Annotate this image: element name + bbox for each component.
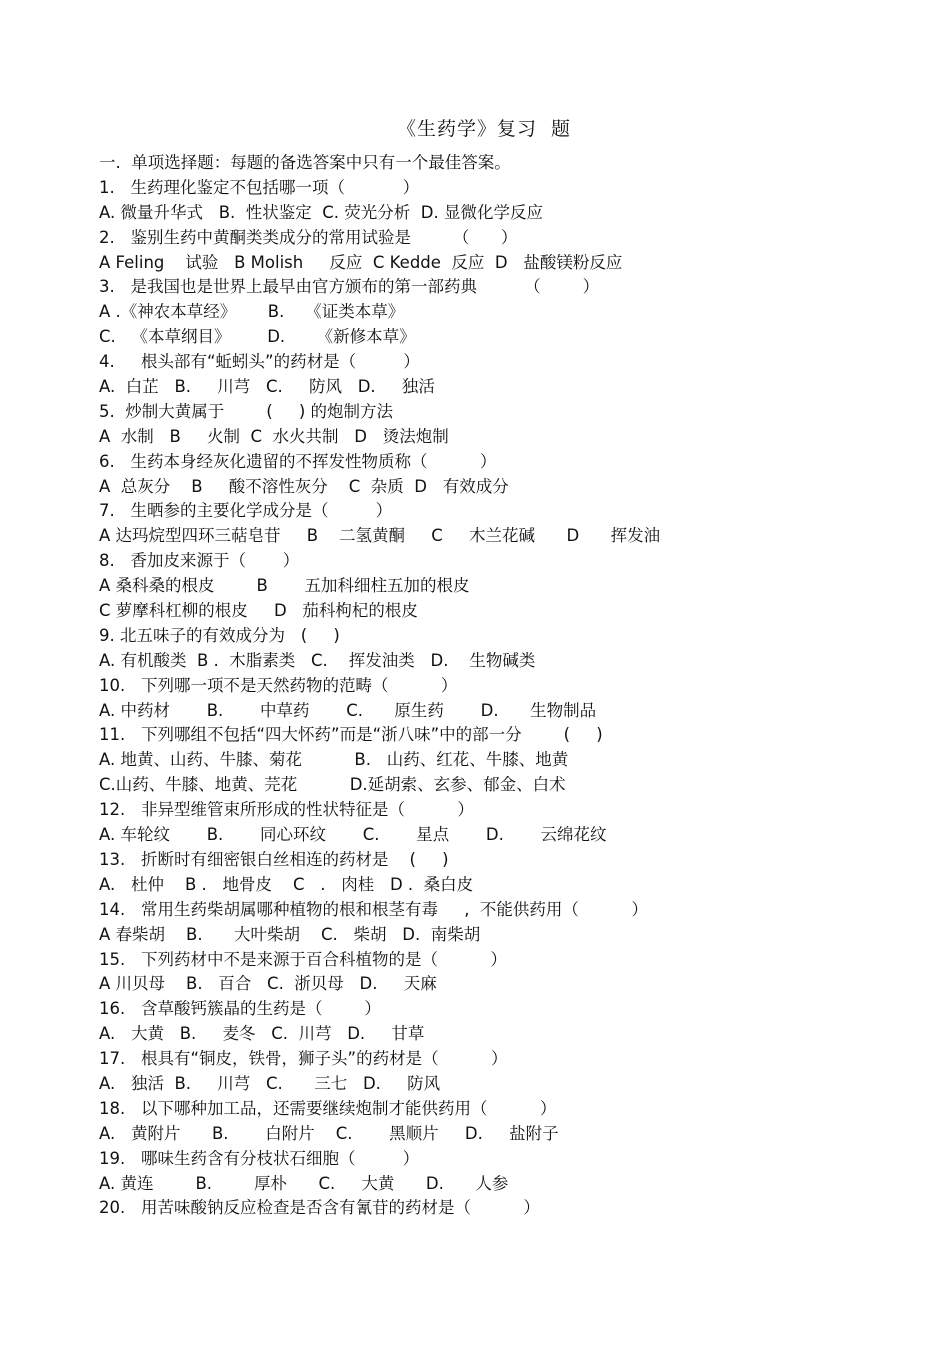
question-3: 3. 是我国也是世界上最早由官方颁布的第一部药典 （ ） (99, 277, 600, 297)
document-title: 《生药学》复习 题 (396, 118, 572, 140)
question-17-options: A. 独活 B. 川芎 C. 三七 D. 防风 (99, 1073, 441, 1093)
question-16-options: A. 大黄 B. 麦冬 C. 川芎 D. 甘草 (99, 1024, 425, 1044)
question-3-options-ab: A .《神农本草经》 B. 《证类本草》 (99, 302, 405, 322)
question-13: 13. 折断时有细密银白丝相连的药材是 ( ) (99, 849, 449, 869)
question-4: 4. 根头部有“蚯蚓头”的药材是（ ） (99, 352, 420, 372)
question-17: 17. 根具有“铜皮，铁骨，狮子头”的药材是（ ） (99, 1049, 508, 1069)
question-5-options: A 水制 B 火制 C 水火共制 D 烫法炮制 (99, 426, 449, 446)
question-9: 9. 北五味子的有效成分为 ( ) (99, 625, 340, 645)
question-8-options-cd: C 萝摩科杠柳的根皮 D 茄科枸杞的根皮 (99, 601, 418, 621)
question-14: 14. 常用生药柴胡属哪种植物的根和根茎有毒 , 不能供药用（ ） (99, 899, 648, 919)
question-20: 20. 用苦味酸钠反应检查是否含有氰苷的药材是（ ） (99, 1198, 540, 1218)
question-12: 12. 非异型维管束所形成的性状特征是（ ） (99, 800, 474, 820)
question-2: 2. 鉴别生药中黄酮类类成分的常用试验是 （ ） (99, 227, 518, 247)
question-8-options-ab: A 桑科桑的根皮 B 五加科细柱五加的根皮 (99, 576, 470, 596)
question-19: 19. 哪味生药含有分枝状石细胞（ ） (99, 1148, 420, 1168)
question-2-options: A Feling 试验 B Molish 反应 C Kedde 反应 D 盐酸镁粉反应 (99, 252, 623, 272)
question-3-options-cd: C. 《本草纲目》 D. 《新修本草》 (99, 327, 416, 347)
question-18: 18. 以下哪种加工品，还需要继续炮制才能供药用（ ） (99, 1098, 557, 1118)
question-12-options: A. 车轮纹 B. 同心环纹 C. 星点 D. 云绵花纹 (99, 825, 607, 845)
question-14-options: A 春柴胡 B. 大叶柴胡 C. 柴胡 D. 南柴胡 (99, 924, 481, 944)
question-15: 15. 下列药材中不是来源于百合科植物的是（ ） (99, 949, 507, 969)
question-1-options: A. 微量升华式 B. 性状鉴定 C. 荧光分析 D. 显微化学反应 (99, 202, 543, 222)
question-11-options-ab: A. 地黄、山药、牛膝、菊花 B. 山药、红花、牛膝、地黄 (99, 750, 569, 770)
question-10: 10. 下列哪一项不是天然药物的范畴（ ） (99, 675, 458, 695)
question-5: 5. 炒制大黄属于 ( ) 的炮制方法 (99, 401, 394, 421)
question-15-options: A 川贝母 B. 百合 C. 浙贝母 D. 天麻 (99, 974, 437, 994)
section-heading: 一. 单项选择题：每题的备选答案中只有一个最佳答案。 (99, 153, 511, 172)
question-1: 1. 生药理化鉴定不包括哪一项（ ） (99, 177, 420, 197)
question-8: 8. 香加皮来源于（ ） (99, 551, 300, 571)
question-6: 6. 生药本身经灰化遗留的不挥发性物质称（ ） (99, 451, 497, 471)
question-19-options: A. 黄连 B. 厚朴 C. 大黄 D. 人参 (99, 1173, 509, 1193)
question-4-options: A. 白芷 B. 川芎 C. 防风 D. 独活 (99, 377, 435, 397)
question-7-options: A 达玛烷型四环三萜皂苷 B 二氢黄酮 C 木兰花碱 D 挥发油 (99, 526, 661, 546)
question-16: 16. 含草酸钙簇晶的生药是（ ） (99, 999, 381, 1019)
question-13-options: A. 杜仲 B . 地骨皮 C . 肉桂 D . 桑白皮 (99, 874, 474, 894)
question-18-options: A. 黄附片 B. 白附片 C. 黑顺片 D. 盐附子 (99, 1123, 559, 1143)
question-list (99, 151, 929, 1221)
question-9-options: A. 有机酸类 B . 木脂素类 C. 挥发油类 D. 生物碱类 (99, 650, 536, 670)
question-11-options-cd: C.山药、牛膝、地黄、芫花 D.延胡索、玄参、郁金、白术 (99, 775, 566, 795)
question-10-options: A. 中药材 B. 中草药 C. 原生药 D. 生物制品 (99, 700, 597, 720)
question-6-options: A 总灰分 B 酸不溶性灰分 C 杂质 D 有效成分 (99, 476, 509, 496)
question-11: 11. 下列哪组不包括“四大怀药”而是“浙八味”中的部一分 ( ) (99, 725, 603, 745)
question-7: 7. 生晒参的主要化学成分是（ ） (99, 501, 393, 521)
